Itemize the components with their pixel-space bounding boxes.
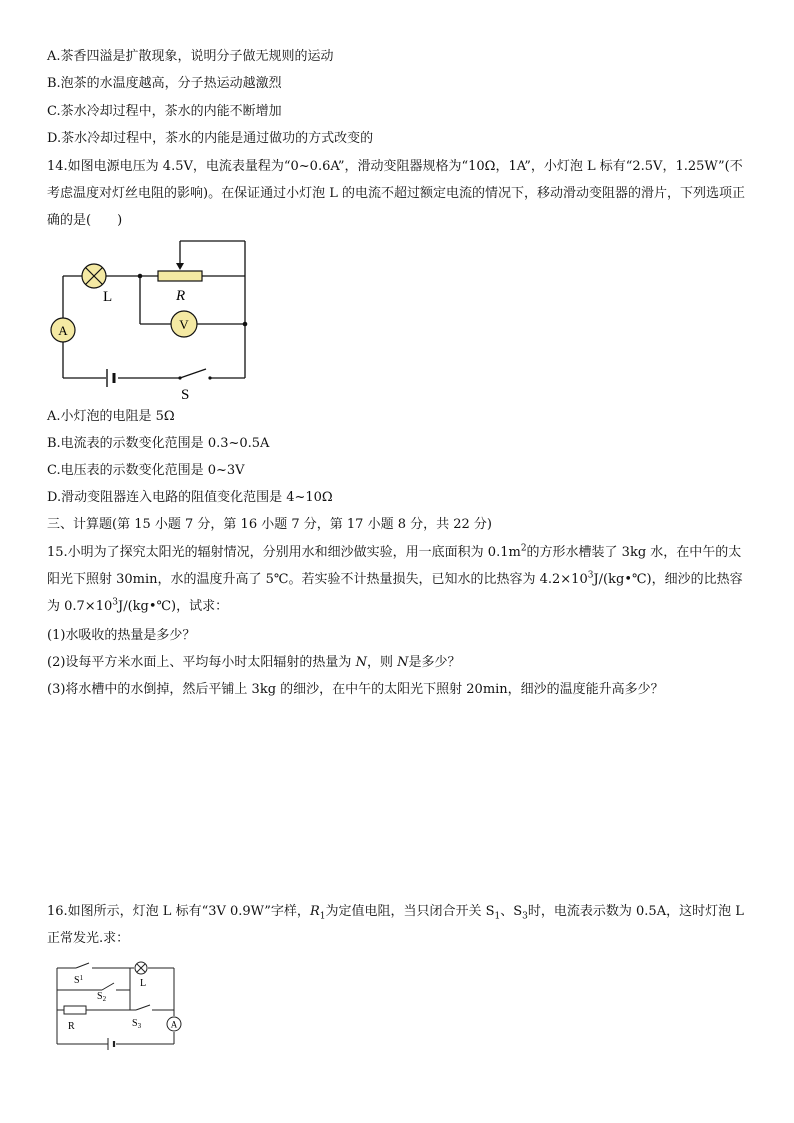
- q16-s1-label: $S^1$: [74, 974, 84, 986]
- section-3-heading: 三、计算题(第 15 小题 7 分，第 16 小题 7 分，第 17 小题 8 分，共 22 分): [47, 517, 492, 532]
- q16-resistor-label: R: [68, 1021, 75, 1032]
- q13-option-c: C.茶水冷却过程中，茶水的内能不断增加: [47, 104, 282, 119]
- q16-s2-label: $S_2$: [97, 991, 107, 1003]
- q16-ammeter-label: A: [170, 1019, 178, 1030]
- q14-stem: 14.如图电源电压为 4.5V，电流表量程为“0~0.6A”，滑动变阻器规格为“10Ω，1A”，小灯泡 L 标有“2.5V，1.25W”(不考虑温度对灯丝电阻的影响)。在保证通过小灯泡 L 的电流不超过额定电流的情况下，移动滑动变阻器的滑片，下列选项正确的是( ): [47, 159, 745, 228]
- q13-option-a: A.茶香四溢是扩散现象，说明分子做无规则的运动: [47, 49, 334, 64]
- q15-sub1: (1)水吸收的热量是多少？: [47, 628, 196, 643]
- q16-lamp-label: L: [140, 978, 147, 989]
- q13-option-d: D.茶水冷却过程中，茶水的内能是通过做功的方式改变的: [47, 131, 374, 146]
- q14-circuit-diagram: [44, 236, 260, 402]
- rheostat-label: R: [176, 288, 186, 304]
- q16-stem: 16.如图所示，灯泡 L 标有“3V 0.9W”字样，$R_1$为定值电阻，当只闭合开关 $S_1$、$S_3$时，电流表示数为 0.5A，这时灯泡 L 正常发光.求：: [47, 904, 744, 946]
- q15-sub3: (3)将水槽中的水倒掉，然后平铺上 3kg 的细沙，在中午的太阳光下照射 20min，细沙的温度能升高多少？: [47, 682, 664, 697]
- q16-circuit-diagram: [52, 960, 190, 1056]
- lamp-label: L: [103, 289, 113, 305]
- q14-option-d: D.滑动变阻器连入电路的阻值变化范围是 4~10Ω: [47, 490, 333, 505]
- q15-stem: 15.小明为了探究太阳光的辐射情况，分别用水和细沙做实验，用一底面积为 $0.1m^2$的方形水槽装了 3kg 水，在中午的太阳光下照射 30min，水的温度升高了 5℃。若实验不计热量损失，已知水的比热容为 $4.2\times 10^3J/(kg•℃)$，细沙的比热容为 $0.7\times 10^3J/(kg•℃)$，试求：: [47, 543, 743, 614]
- q16-s3-label: $S_3$: [132, 1018, 142, 1030]
- ammeter-label: A: [58, 323, 68, 338]
- q13-option-b: B.泡茶的水温度越高，分子热运动越激烈: [47, 76, 282, 91]
- lamp-symbol: [82, 264, 106, 288]
- switch-label: S: [181, 387, 190, 402]
- voltmeter-label: V: [179, 317, 189, 332]
- q14-option-c: C.电压表的示数变化范围是 0~3V: [47, 463, 245, 478]
- answer-space: [47, 712, 747, 892]
- q15-sub2: (2)设每平方米水面上、平均每小时太阳辐射的热量为 N，则 N是多少？: [47, 655, 461, 670]
- q14-option-b: B.电流表的示数变化范围是 0.3~0.5A: [47, 436, 270, 451]
- q14-option-a: A.小灯泡的电阻是 5Ω: [47, 409, 175, 424]
